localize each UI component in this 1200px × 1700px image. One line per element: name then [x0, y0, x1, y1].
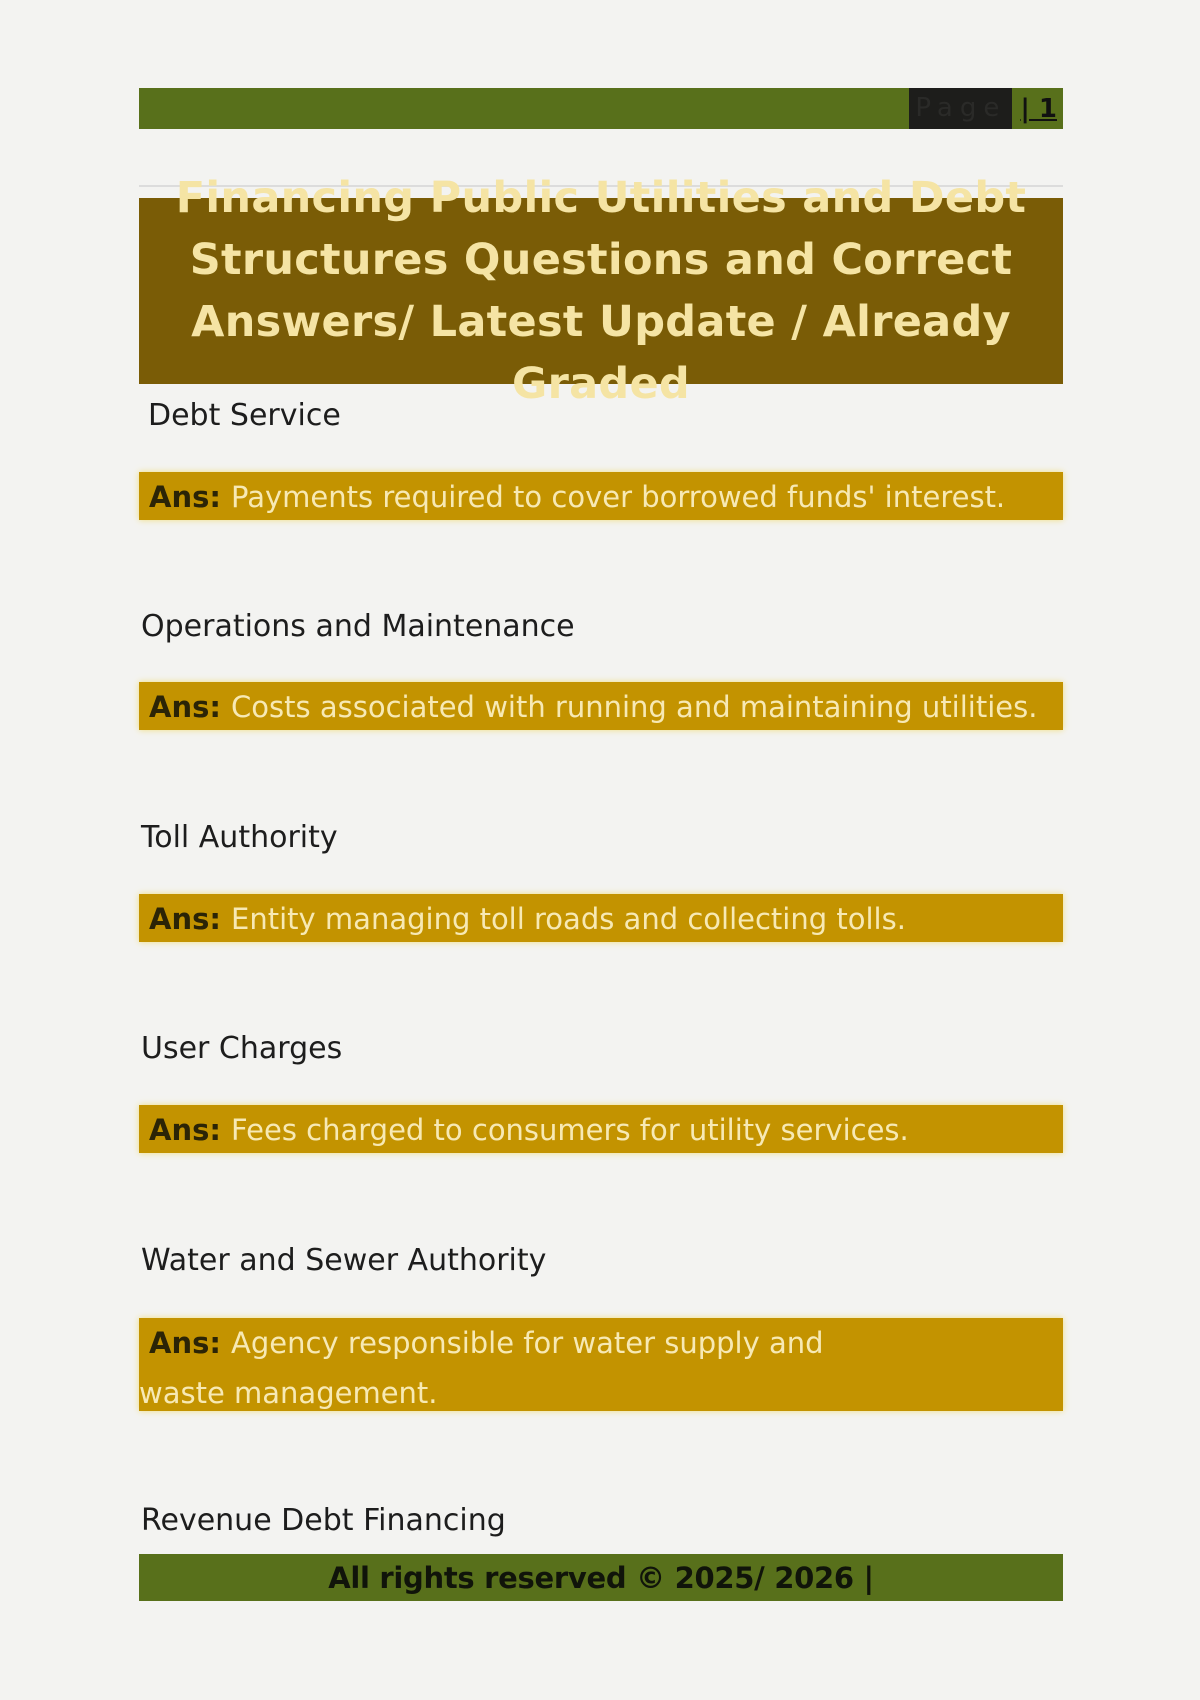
answer-text: Payments required to cover borrowed funds' interest. [231, 480, 1006, 514]
answer-text: Costs associated with running and maintaining utilities. [231, 690, 1038, 724]
answer-label: Ans: [149, 690, 232, 724]
page-number [909, 88, 1063, 129]
answer-text: Agency responsible for water supply and waste management. [139, 1326, 824, 1410]
answer-box [139, 472, 1063, 520]
question-text: Water and Sewer Authority [141, 1243, 547, 1278]
question-text: Revenue Debt Financing [141, 1503, 506, 1538]
page-number-value: | 1 [1020, 93, 1057, 124]
footer-text: All rights reserved © 2025/ 2026 | [328, 1560, 874, 1595]
answer-box [139, 894, 1063, 942]
footer-bar [139, 1554, 1063, 1601]
header-bar [139, 88, 1063, 129]
question-text: Toll Authority [141, 820, 338, 855]
answer-label: Ans: [149, 1326, 232, 1360]
question-text: Debt Service [148, 398, 341, 433]
answer-box [139, 682, 1063, 730]
answer-text: Fees charged to consumers for utility services. [231, 1113, 909, 1147]
answer-box [139, 1318, 1063, 1411]
answer-box [139, 1105, 1063, 1153]
question-text: User Charges [141, 1031, 343, 1066]
answer-label: Ans: [149, 480, 232, 514]
question-text: Operations and Maintenance [141, 609, 575, 644]
answer-label: Ans: [149, 1113, 232, 1147]
answer-text: Entity managing toll roads and collecting tolls. [231, 902, 906, 936]
page-word: Page [909, 88, 1012, 129]
answer-label: Ans: [149, 902, 232, 936]
title-box [139, 173, 1063, 409]
document-title: Financing Public Utilities and Debt Structures Questions and Correct Answers/ Latest Update / Already Graded [175, 173, 1027, 409]
